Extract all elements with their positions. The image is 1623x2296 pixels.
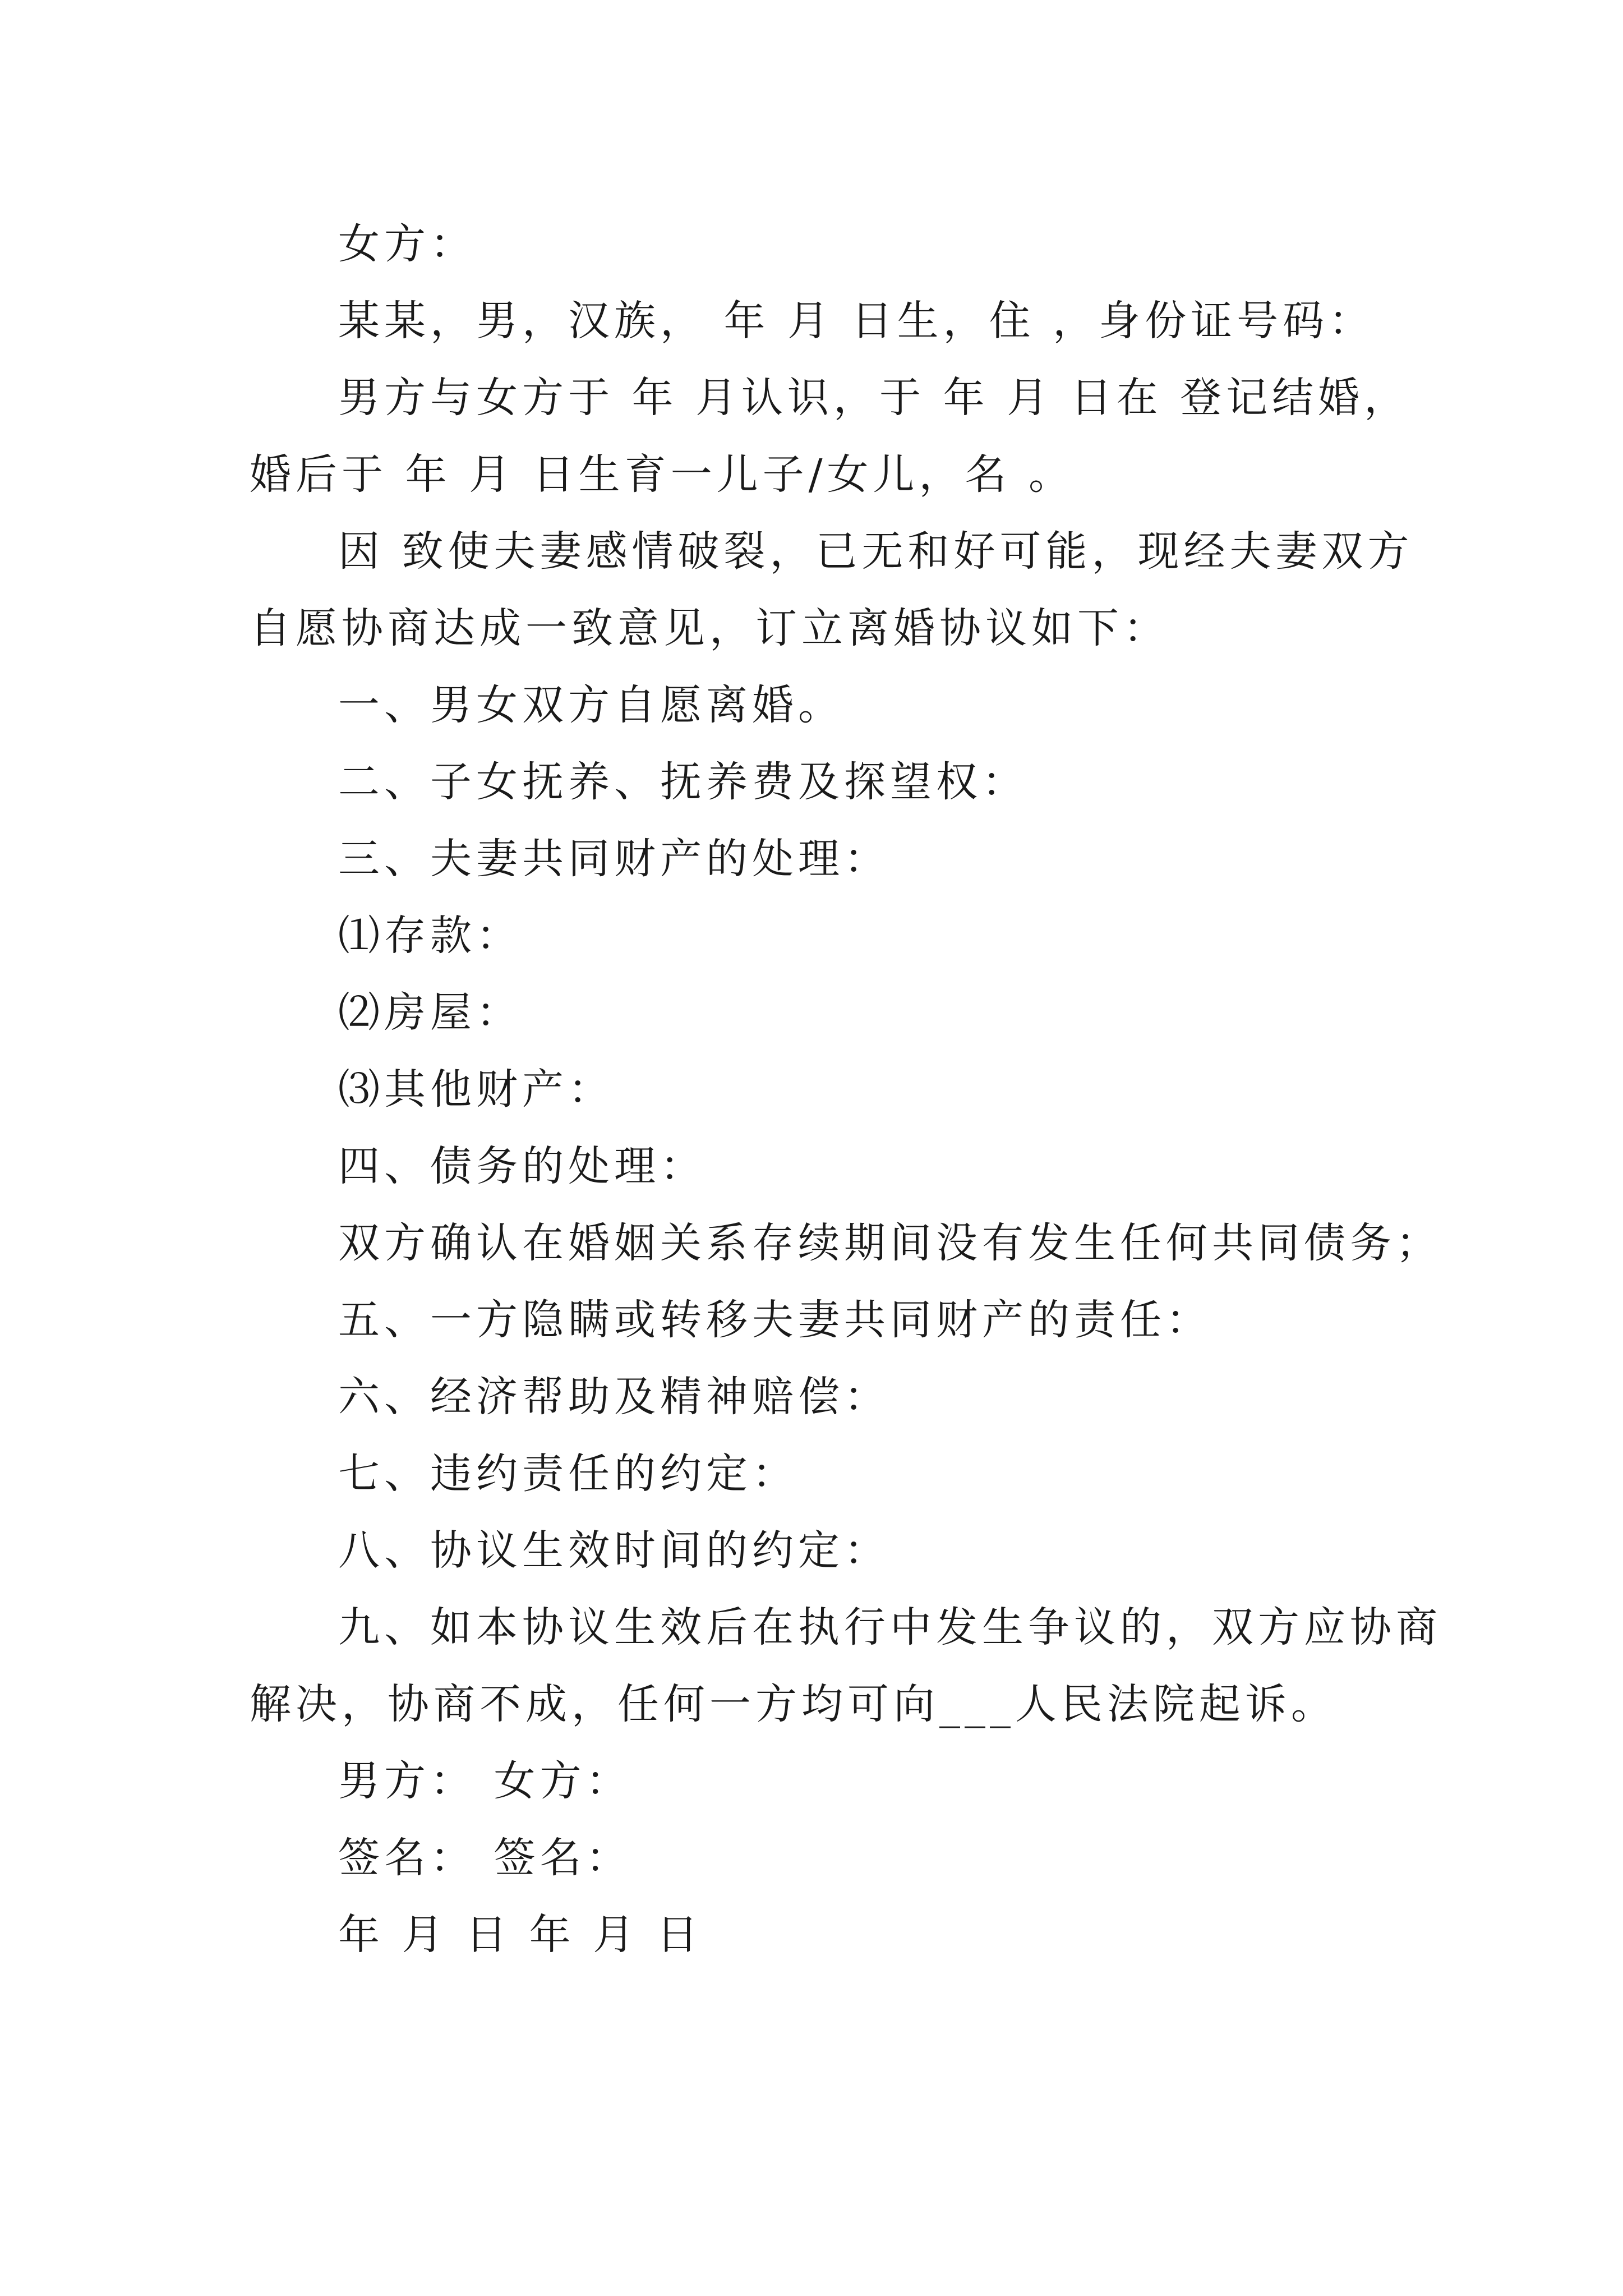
text-line: 因 致使夫妻感情破裂，已无和好可能，现经夫妻双方 [338, 527, 1414, 576]
text-line: 女方： [338, 220, 476, 268]
signature-dates: 年 月 日 年 月 日 [338, 1911, 703, 1959]
text-line: 九、如本协议生效后在执行中发生争议的，双方应协商 [338, 1603, 1442, 1651]
text-line: 七、违约责任的约定： [338, 1450, 798, 1498]
text-line: 一、男女双方自愿离婚。 [338, 681, 844, 729]
text-line: ⑵房屋： [338, 988, 522, 1037]
text-line: 解决，协商不成，任何一方均可向___人民法院起诉。 [250, 1680, 1337, 1728]
text-line: 八、协议生效时间的约定： [338, 1526, 890, 1575]
text-line: 五、一方隐瞒或转移夫妻共同财产的责任： [338, 1296, 1212, 1344]
text-line: 自愿协商达成一致意见，订立离婚协议如下： [250, 604, 1169, 652]
text-line: ⑶其他财产： [338, 1065, 614, 1114]
text-line: 三、夫妻共同财产的处理： [338, 835, 890, 883]
text-line: 某某，男，汉族， 年 月 日生，住 ，身份证号码： [338, 297, 1375, 345]
text-line: 双方确认在婚姻关系存续期间没有发生任何共同债务； [338, 1219, 1442, 1267]
text-line: 男方与女方于 年 月认识，于 年 月 日在 登记结婚， [338, 374, 1410, 422]
text-line: 四、债务的处理： [338, 1142, 706, 1190]
text-line: 六、经济帮助及精神赔偿： [338, 1373, 890, 1421]
signature-lines: 签名： 签名： [338, 1834, 632, 1882]
text-line: 二、子女抚养、抚养费及探望权： [338, 758, 1028, 806]
text-line: 婚后于 年 月 日生育一儿子/女儿，名 。 [250, 450, 1075, 499]
text-line: ⑴存款： [338, 912, 522, 960]
signature-labels: 男方： 女方： [338, 1757, 632, 1805]
